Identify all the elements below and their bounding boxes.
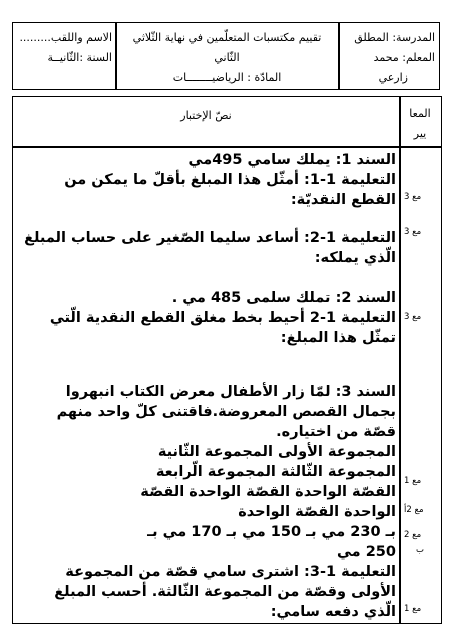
criteria-header-cont: يير: [413, 127, 427, 140]
criterion-label-6: مع 2: [404, 530, 422, 540]
teacher-name: زارعي: [378, 71, 408, 84]
criterion-label-2: مع 3: [404, 227, 422, 237]
criterion-label-7: مع 1: [404, 604, 422, 614]
criterion-label-3: مع 3: [404, 312, 422, 322]
instruction-1-text: أمثّل هذا المبلغ بأقلّ ما يمكن من: [64, 172, 299, 188]
support-3-text: لمّا زار الأطفال معرض الكتاب انبهروا: [65, 384, 331, 400]
exam-title-cont: الثّاني: [214, 51, 240, 64]
criterion-label-5: مع 2أ: [404, 505, 424, 515]
groups-row-2: المجموعة الثّالثة المجموعة الّرابعة: [155, 464, 396, 480]
support-2: [172, 288, 396, 308]
criterion-label-1: مع 3: [404, 192, 422, 202]
prices-row-1: بـ 230 مي بـ 150 مي بـ 170 مي بـ: [147, 524, 396, 540]
criteria-header: المعا: [409, 107, 431, 120]
school-label: المدرسة: المطلق: [354, 31, 435, 44]
support-3: [66, 382, 396, 402]
instruction-3-text: أحيط بخط مغلق القطع النقدية الّتي: [49, 310, 305, 326]
instruction-4-text: اشترى سامي قصّة من المجموعة: [65, 564, 299, 580]
student-name-field: الاسم واللقب.........: [19, 31, 112, 44]
instruction-1-cont: القطع النقديّة:: [290, 192, 396, 208]
groups-row-1: المجموعة الأولى المجموعة الثّانية: [157, 444, 396, 460]
teacher-label: المعلم: محمد: [373, 51, 435, 64]
prices-row-2: 250 مي: [337, 544, 396, 560]
support-1-label: السند 1:: [335, 152, 396, 168]
instruction-2-label: التعليمة 1-2:: [304, 230, 396, 246]
instruction-4-cont-2: الّذي دفعه سامي:: [270, 604, 396, 620]
support-2-label: السند 2:: [335, 290, 396, 306]
instruction-4-label: التعليمة 1-3:: [304, 564, 396, 580]
instruction-4-cont-1: الأولى وقصّة من المجموعة الثّالثة. أحسب المبلغ: [54, 584, 396, 600]
support-1-text: يملك سامي 495مي: [188, 152, 331, 168]
exam-text-header: نصّ الإختبار: [180, 109, 232, 122]
instruction-1: [64, 170, 396, 190]
instruction-2: [24, 228, 396, 248]
support-2-text: تملك سلمى 485 مي .: [171, 290, 331, 306]
criterion-label-6-suffix: ب: [416, 545, 425, 555]
groups-row-4: الواحدة القصّة الواحدة: [238, 504, 396, 520]
instruction-3: [50, 308, 396, 328]
support-3-label: السند 3:: [335, 384, 396, 400]
exam-title: تقييم مكتسبات المتعلّمين في نهاية الثّلاثي: [132, 31, 322, 44]
criteria-column-divider: [399, 96, 401, 624]
instruction-1-label: التعليمة 1-1:: [304, 172, 396, 188]
subject-label: المادّة : الرياضيــــــــات: [172, 71, 282, 84]
groups-row-3: القصّة الواحدة القصّة الواحدة القصّة: [140, 484, 396, 500]
instruction-2-text: أساعد سليما الصّغير على حساب المبلغ: [24, 230, 299, 246]
instruction-4: [65, 562, 396, 582]
instruction-3-label: التعليمة 1-2: [309, 310, 396, 326]
header-row-divider: [12, 146, 442, 148]
support-3-cont-2: قصّة من اختياره.: [276, 424, 396, 440]
criterion-label-4: مع 1: [404, 476, 422, 486]
grade-label: السنة :الثّانيــة: [47, 51, 112, 64]
support-1: [189, 150, 396, 170]
header-divider-right: [338, 22, 340, 90]
instruction-2-cont: الّذي يملكه:: [314, 250, 396, 266]
support-3-cont-1: بجمال القصص المعروضة.فاقتنى كلّ واحد منهم: [56, 404, 396, 420]
instruction-3-cont: تمثّل هذا المبلغ:: [280, 330, 396, 346]
